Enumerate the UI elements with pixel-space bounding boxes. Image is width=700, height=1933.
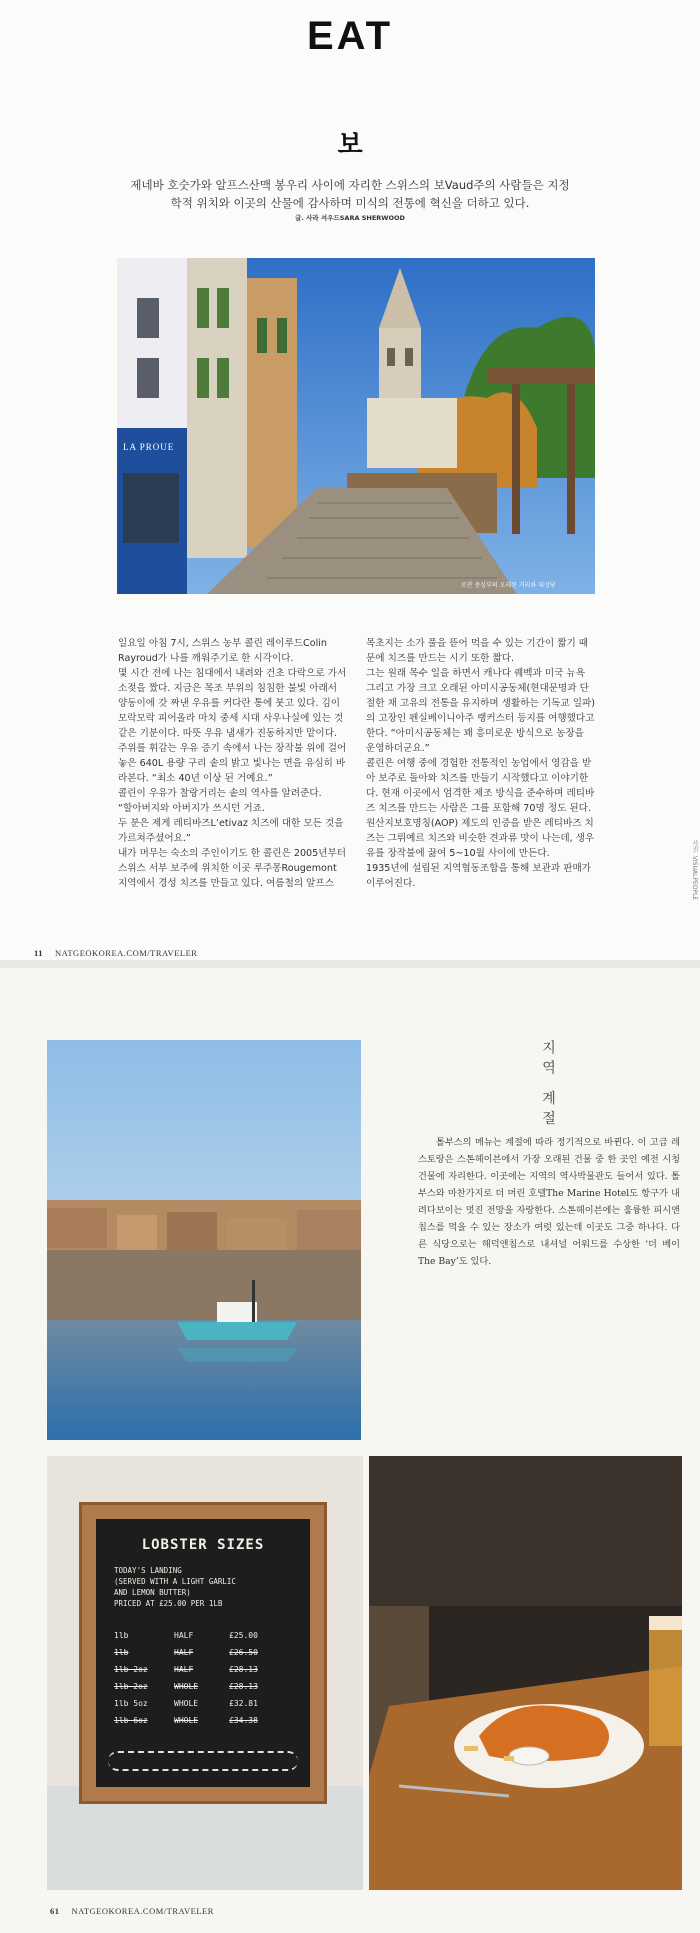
- price-size: 1lb 6oz: [114, 1716, 148, 1725]
- price-kind: WHOLE: [174, 1716, 199, 1725]
- price-size: 1lb 2oz: [114, 1665, 148, 1674]
- paragraph: 내가 머무는 숙소의 주인이기도 한 콜린은 2005년부터 스위스 서부 보주에 위치한 이곳 루주몽Rougemont 지역에서 경성 치즈를 만들고 있다. 여름철의 알프스: [118, 848, 347, 889]
- price-value: £26.50: [229, 1648, 258, 1657]
- price-value: £32.81: [229, 1699, 258, 1708]
- chalk-line: (SERVED WITH A LIGHT GARLIC: [114, 1577, 236, 1586]
- rope-knot-decoration: [108, 1751, 298, 1771]
- folio-site: NATGEOKOREA.COM/TRAVELER: [71, 1906, 214, 1916]
- chalkboard-title: LOBSTER SIZES: [141, 1537, 265, 1553]
- chalkboard-intro: [114, 1565, 304, 1609]
- price-size: 1lb: [114, 1648, 129, 1657]
- paragraph: 그는 원래 목수 일을 하면서 캐나다 퀘벡과 미국 뉴욕 그리고 가장 크고 오래된 아미시공동체(현대문명과 단절한 채 고유의 전통을 유지하며 생활하는 기독교 일파)의 고장인 펜실베이니아주 랭커스터 등지를 여행했다고 한다. “아미시공동체는 꽤 흥미로운 방식으로 농장을 운영하더군요.”: [366, 668, 595, 754]
- price-size: 1lb 2oz: [114, 1682, 148, 1691]
- chalk-line: TODAY'S LANDING: [114, 1566, 182, 1575]
- price-value: £25.00: [229, 1631, 258, 1640]
- byline: 글. 사라 셔우드SARA SHERWOOD: [295, 214, 405, 222]
- magazine-page-11: [0, 0, 700, 960]
- price-row: [114, 1678, 294, 1695]
- paragraph: 두 분은 제게 레티바즈L’etivaz 치즈에 대한 모든 것을 가르쳐주셨어요.”: [118, 818, 344, 844]
- photo-caption: 로잔 중심부의 오래된 거리와 대성당: [461, 582, 556, 589]
- body-paragraph: 톨부스의 메뉴는 계절에 따라 정기적으로 바뀐다. 이 고급 레스토랑은 스톤헤이븐에서 가장 오래된 건물 중 한 곳인 예전 시청 건물에 자리한다. 이곳에는 지역의 역사박물관도 들어서 있다. 톨부스와 마찬가지로 더 머린 호텔The Marine Hotel도 항구가 내려다보이는 멋진 전망을 자랑한다. 스톤헤이븐에는 훌륭한 피시앤칩스를 먹을 수 있는 장소가 여럿 있는데 이곳도 그중 하나다. 다른 식당으로는 해덕앤칩스로 내셔널 어워드를 수상한 ‘더 베이The Bay’도 있다.: [418, 1137, 680, 1267]
- page-number: 61: [50, 1906, 60, 1916]
- price-row: [114, 1644, 294, 1661]
- body-column-left: [118, 636, 348, 891]
- page-gap: [0, 960, 700, 968]
- paragraph: 콜린이 우유가 찰랑거리는 솥의 역사를 알려준다.: [118, 788, 322, 799]
- article-title: 보: [337, 130, 363, 160]
- chalk-line: PRICED AT £25.00 PER 1LB: [114, 1599, 223, 1608]
- chalk-line: AND LEMON BUTTER): [114, 1588, 191, 1597]
- paragraph: 몇 시간 전에 나는 침대에서 내려와 건초 다락으로 가서 소젖을 짰다. 지금은 목조 부위의 침침한 불빛 아래서 양동이에 갓 짜낸 우유를 커다란 통에 붓고 있다. 김이 모락모락 피어올라 마치 중세 시대 사우나실에 있는 것 같은 기분이다. 따뜻 우유 냄새가 진동하지만 맡이다.: [118, 668, 347, 739]
- price-size: 1lb: [114, 1631, 129, 1640]
- fish-and-chips-illustration: [369, 1456, 682, 1890]
- price-kind: WHOLE: [174, 1699, 199, 1708]
- price-value: £28.13: [229, 1682, 258, 1691]
- harbour-illustration: [47, 1040, 361, 1440]
- paragraph: “할아버지와 아버지가 쓰시던 거죠.: [118, 803, 265, 814]
- paragraph: 원산지보호명칭(AOP) 제도의 인증을 받은 레티바즈 치즈는 그뤼예르 치즈와 비슷한 견과류 맛이 나는데, 생우유를 장작불에 끓여 5~10월 사이에 만든다.: [366, 818, 595, 859]
- price-value: £34.38: [229, 1716, 258, 1725]
- fish-and-chips-photo: [369, 1456, 682, 1890]
- price-value: £28.13: [229, 1665, 258, 1674]
- paragraph: 콜린은 여행 중에 경험한 전통적인 농업에서 영감을 받아 보주로 돌아와 치즈를 만들기 시작했다고 이야기한다. 현재 이곳에서 엄격한 제조 방식을 준수하며 레티바즈 치즈를 만드는 사람은 그를 포함해 70명 정도 된다.: [366, 758, 595, 814]
- chalkboard: [96, 1519, 310, 1787]
- price-kind: HALF: [174, 1665, 194, 1674]
- paragraph: 1935년에 설립된 지역협동조합을 통해 보관과 판매가 이루어진다.: [366, 863, 592, 889]
- harbour-photo: [47, 1040, 361, 1440]
- section-heading: EAT: [306, 14, 394, 58]
- price-list: [114, 1627, 294, 1729]
- folio-site: NATGEOKOREA.COM/TRAVELER: [55, 948, 198, 958]
- folio: [50, 1906, 214, 1916]
- folio: [34, 948, 197, 958]
- price-row: [114, 1661, 294, 1678]
- price-row: [114, 1712, 294, 1729]
- magazine-page-61: [0, 968, 700, 1933]
- chalkboard-photo: [47, 1456, 363, 1890]
- paragraph: 일요일 아침 7시, 스위스 농부 콜린 레이루드Colin Rayroud가 나를 깨워주기로 한 시각이다.: [118, 638, 327, 664]
- shop-sign: LA PROUE: [123, 442, 175, 452]
- paragraph: 목초지는 소가 풀을 뜯어 먹을 수 있는 기간이 짧기 때문에 치즈를 만드는 시기 또한 짧다.: [366, 638, 589, 664]
- street-illustration: [117, 258, 595, 594]
- article-deck: 제네바 호숫가와 알프스산맥 봉우리 사이에 자리한 스위스의 보Vaud주의 사람들은 지정학적 위치와 이곳의 산물에 감사하며 미식의 전통에 혁신을 더하고 있다.: [130, 178, 570, 210]
- price-kind: HALF: [174, 1648, 194, 1657]
- body-column-right: [366, 636, 596, 891]
- lausanne-street-photo: [117, 258, 595, 594]
- photo-credit: 사진. VISUALPEOPLE: [691, 840, 698, 901]
- price-kind: WHOLE: [174, 1682, 199, 1691]
- price-kind: HALF: [174, 1631, 194, 1640]
- price-row: [114, 1627, 294, 1644]
- paragraph: 주위를 휘감는 우유 증기 속에서 나는 장작불 위에 걸어놓은 640L 용량 구리 솥의 밝고 빛나는 면을 유심히 바라본다. “최소 40년 이상 된 거예요.”: [118, 743, 347, 784]
- vertical-heading: 지역 계절: [540, 1040, 556, 1131]
- price-size: 1lb 5oz: [114, 1699, 148, 1708]
- price-row: [114, 1695, 294, 1712]
- page-number: 11: [34, 948, 44, 958]
- chalkboard-frame: [79, 1502, 327, 1804]
